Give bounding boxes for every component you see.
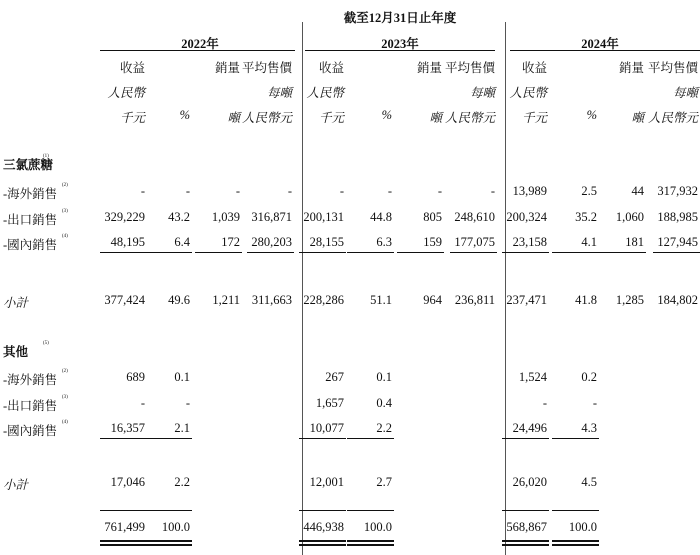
subtotal-rule	[552, 438, 599, 439]
table-cell: -	[592, 396, 597, 410]
row-label: -出口銷售	[3, 213, 58, 227]
subtotal-cell: 2.2	[174, 475, 190, 489]
total-top-rule	[552, 510, 599, 511]
footnote-marker: (3)	[62, 209, 68, 214]
subtotal-cell: 2.7	[376, 475, 392, 489]
table-cell: -	[140, 184, 145, 198]
table-cell: 1,657	[315, 396, 344, 410]
column-header-unit: 每噸	[266, 86, 292, 100]
subtotal-rule	[552, 252, 599, 253]
subtotal-rule	[299, 438, 346, 439]
footnote-marker: (4)	[62, 420, 68, 425]
table-cell: 805	[423, 210, 442, 224]
table-cell: -	[185, 396, 190, 410]
table-cell: 6.4	[174, 235, 190, 249]
table-cell: -	[235, 184, 240, 198]
subtotal-cell: 1,211	[212, 293, 240, 307]
column-header-unit: %	[586, 108, 597, 122]
table-cell: 24,496	[512, 421, 547, 435]
subtotal-rule	[247, 252, 294, 253]
table-cell: 200,131	[303, 210, 344, 224]
table-cell: 1,060	[615, 210, 644, 224]
year-header-rule	[510, 50, 700, 51]
subtotal-rule	[145, 252, 192, 253]
table-cell: 0.4	[376, 396, 392, 410]
column-header: 平均售價	[444, 61, 495, 75]
total-top-rule	[100, 510, 147, 511]
table-cell: 10,077	[309, 421, 344, 435]
total-cell: 100.0	[363, 520, 392, 534]
footnote-marker: (3)	[62, 395, 68, 400]
column-header-unit: 噸	[429, 111, 442, 125]
table-cell: 4.1	[581, 235, 597, 249]
row-label: -出口銷售	[3, 399, 58, 413]
column-header: 收益	[119, 61, 145, 75]
column-header-unit: 人民幣元	[647, 111, 698, 125]
table-cell: 1,524	[518, 370, 547, 384]
column-header: 平均售價	[647, 61, 698, 75]
year-header: 2024年	[581, 37, 619, 51]
table-cell: 6.3	[376, 235, 392, 249]
column-header-unit: 噸	[227, 111, 240, 125]
table-cell: -	[490, 184, 495, 198]
table-cell: -	[339, 184, 344, 198]
section-title: 三氯蔗糖	[3, 158, 54, 172]
column-header: 銷量	[618, 61, 644, 75]
table-cell: 43.2	[168, 210, 190, 224]
total-top-rule	[299, 510, 346, 511]
table-cell: 172	[221, 235, 240, 249]
footnote-marker: (2)	[62, 183, 68, 188]
table-cell: 44.8	[370, 210, 392, 224]
total-double-rule	[552, 540, 599, 546]
table-cell: 248,610	[454, 210, 495, 224]
table-cell: 44	[631, 184, 644, 198]
table-cell: 316,871	[251, 210, 292, 224]
total-top-rule	[145, 510, 192, 511]
subtotal-rule	[502, 438, 549, 439]
subtotal-rule	[299, 252, 346, 253]
subtotal-cell: 311,663	[251, 293, 292, 307]
table-cell: 23,158	[512, 235, 547, 249]
subtotal-cell: 4.5	[581, 475, 597, 489]
table-cell: 159	[423, 235, 442, 249]
column-header-unit: 人民幣	[107, 86, 145, 100]
subtotal-rule	[195, 252, 242, 253]
column-header-unit: %	[179, 108, 190, 122]
row-label: -國內銷售	[3, 424, 58, 438]
subtotal-rule	[502, 252, 549, 253]
total-top-rule	[347, 510, 394, 511]
subtotal-cell: 236,811	[454, 293, 495, 307]
table-cell: -	[437, 184, 442, 198]
table-cell: 267	[325, 370, 344, 384]
subtotal-cell: 1,285	[615, 293, 644, 307]
row-label: -國內銷售	[3, 238, 58, 252]
column-header-unit: 千元	[521, 111, 547, 125]
table-cell: 4.3	[581, 421, 597, 435]
total-double-rule	[299, 540, 346, 546]
subtotal-rule	[100, 438, 147, 439]
total-double-rule	[347, 540, 394, 546]
column-header-unit: 人民幣	[509, 86, 547, 100]
subtotal-label: 小計	[3, 478, 29, 492]
total-cell: 568,867	[506, 520, 547, 534]
table-cell: 16,357	[110, 421, 145, 435]
subtotal-cell: 228,286	[303, 293, 344, 307]
column-header-unit: 人民幣	[306, 86, 344, 100]
subtotal-rule	[100, 252, 147, 253]
total-cell: 100.0	[568, 520, 597, 534]
table-cell: 28,155	[309, 235, 344, 249]
total-double-rule	[145, 540, 192, 546]
column-header-unit: %	[381, 108, 392, 122]
table-cell: -	[185, 184, 190, 198]
period-header: 截至12月31日止年度	[343, 11, 457, 25]
column-header-unit: 千元	[119, 111, 145, 125]
column-header: 收益	[521, 61, 547, 75]
subtotal-rule	[397, 252, 444, 253]
subtotal-rule	[450, 252, 497, 253]
table-cell: 48,195	[110, 235, 145, 249]
row-label: -海外銷售	[3, 187, 58, 201]
total-double-rule	[502, 540, 549, 546]
column-header-unit: 人民幣元	[241, 111, 292, 125]
table-cell: 329,229	[104, 210, 145, 224]
table-cell: 188,985	[657, 210, 698, 224]
subtotal-rule	[653, 252, 700, 253]
year-header-rule	[100, 50, 295, 51]
table-cell: 317,932	[657, 184, 698, 198]
subtotal-cell: 237,471	[506, 293, 547, 307]
column-header-unit: 千元	[318, 111, 344, 125]
subtotal-cell: 17,046	[110, 475, 145, 489]
table-cell: 2.5	[581, 184, 597, 198]
table-cell: 0.2	[581, 370, 597, 384]
subtotal-rule	[145, 438, 192, 439]
subtotal-rule	[599, 252, 646, 253]
column-header-unit: 噸	[631, 111, 644, 125]
subtotal-cell: 964	[423, 293, 442, 307]
table-cell: -	[140, 396, 145, 410]
table-cell: 127,945	[657, 235, 698, 249]
subtotal-cell: 184,802	[657, 293, 698, 307]
table-cell: 1,039	[211, 210, 240, 224]
table-cell: 2.1	[174, 421, 190, 435]
footnote-marker: (2)	[62, 369, 68, 374]
table-cell: 13,989	[512, 184, 547, 198]
table-cell: -	[542, 396, 547, 410]
footnote-marker: (5)	[43, 341, 49, 346]
table-cell: 177,075	[454, 235, 495, 249]
table-cell: 0.1	[376, 370, 392, 384]
subtotal-cell: 51.1	[370, 293, 392, 307]
year-header: 2022年	[181, 37, 219, 51]
column-header: 銷量	[214, 61, 240, 75]
column-header: 平均售價	[241, 61, 292, 75]
total-cell: 446,938	[303, 520, 344, 534]
table-cell: 2.2	[376, 421, 392, 435]
subtotal-cell: 12,001	[309, 475, 344, 489]
subtotal-cell: 49.6	[168, 293, 190, 307]
column-header: 銷量	[416, 61, 442, 75]
column-header-unit: 人民幣元	[444, 111, 495, 125]
total-double-rule	[100, 540, 147, 546]
subtotal-cell: 41.8	[575, 293, 597, 307]
subtotal-rule	[347, 438, 394, 439]
table-cell: 200,324	[506, 210, 547, 224]
table-cell: 35.2	[575, 210, 597, 224]
footnote-marker: (4)	[62, 234, 68, 239]
subtotal-cell: 377,424	[104, 293, 145, 307]
table-cell: 280,203	[251, 235, 292, 249]
total-cell: 100.0	[161, 520, 190, 534]
total-cell: 761,499	[104, 520, 145, 534]
subtotal-label: 小計	[3, 296, 29, 310]
year-header-rule	[305, 50, 495, 51]
table-cell: -	[287, 184, 292, 198]
column-header-unit: 每噸	[672, 86, 698, 100]
table-cell: 689	[126, 370, 145, 384]
subtotal-cell: 26,020	[512, 475, 547, 489]
footnote-marker: (1)	[43, 154, 49, 159]
column-header: 收益	[318, 61, 344, 75]
year-header: 2023年	[381, 37, 419, 51]
total-top-rule	[502, 510, 549, 511]
subtotal-rule	[347, 252, 394, 253]
table-cell: 0.1	[174, 370, 190, 384]
section-title: 其他	[3, 345, 29, 359]
table-cell: -	[387, 184, 392, 198]
column-header-unit: 每噸	[469, 86, 495, 100]
row-label: -海外銷售	[3, 373, 58, 387]
table-cell: 181	[625, 235, 644, 249]
